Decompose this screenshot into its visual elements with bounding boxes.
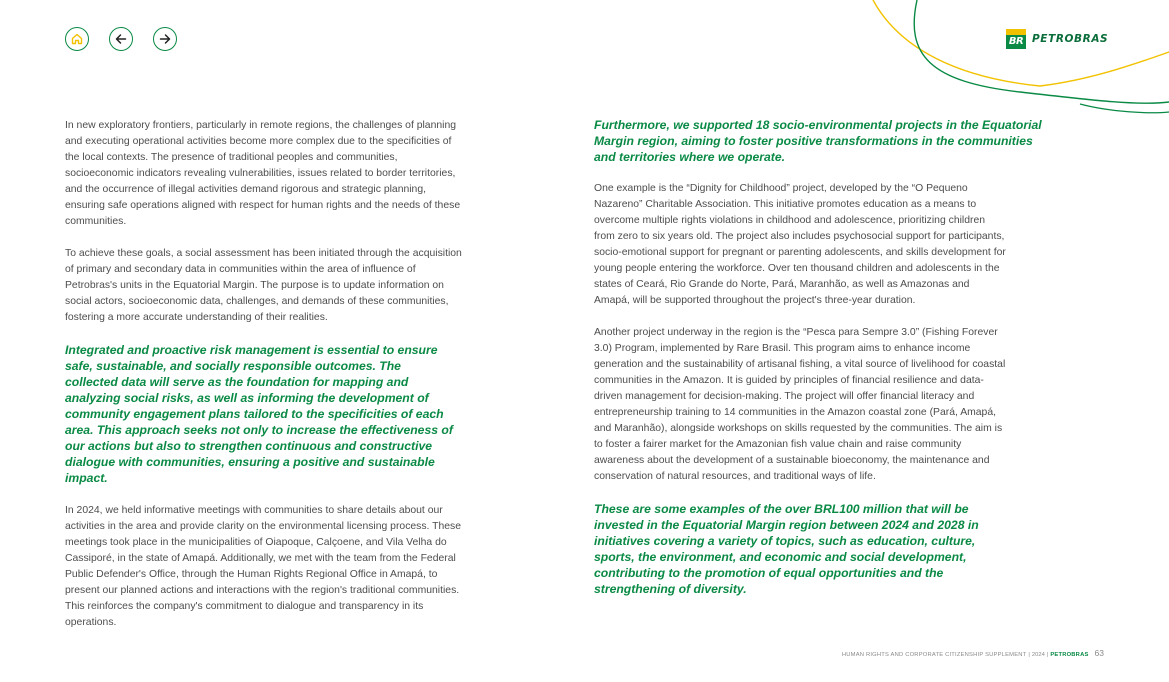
logo-wordmark: PETROBRAS [1032,33,1109,45]
right-paragraph-2: Another project underway in the region is the “Pesca para Sempre 3.0” (Fishing Forever 3.0) Program, implemented by Rare Brasil. This program aims to enhance income generation and the sustainability of artisanal fishing, a vital source of livelihood for coastal communities in the Amazon. It is guided by principles of financial resilience and data-driven management for decision-making. The project will offer financial literacy and entrepreneurship training to 14 communities in the Amazon coastal zone (Pará, Amapá, and Maranhão), alongside workshops on skills requested by the communities. The aim is to foster a fairer market for the Amazonian fish value chain and raise community awareness about the development of a sustainable bioeconomy, the maintenance and conservation of natural resources, and traditional ways of life. [594,327,1006,482]
home-button[interactable] [65,27,89,51]
br-logo-mark: BR [1006,29,1026,49]
right-highlight-2: These are some examples of the over BRL100 million that will be invested in the Equatorial Margin region between 2024 and 2028 in initiatives covering a variety of topics, such as education, culture, sports, the environment, and economic and social development, contributing to the promotion of equal opportunities and the strengthening of diversity. [594,502,979,596]
left-paragraph-3: In 2024, we held informative meetings with communities to share details about our activities in the area and provide clarity on the environmental licensing process. These meetings took place in the municipalities of Oiapoque, Calçoene, and Vila Velha do Cassiporé, in the state of Amapá. Additionally, we met with the team from the Federal Public Defender's Office, through the Human Rights Regional Office in Amapá, to present our planned actions and interactions with the region's traditional communities. This reinforces the company's commitment to dialogue and transparency in its operations. [65,505,462,628]
footer-year: 2024 [1031,652,1045,658]
arrow-right-icon [158,32,172,46]
left-paragraph-1: In new exploratory frontiers, particularly in remote regions, the challenges of planning and executing operational activities become more complex due to the specificities of the local contexts. The presence of traditional peoples and communities, socioeconomic indicators revealing vulnerabilities, issues related to border territories, and the occurrence of illegal activities demand rigorous and strategic planning, ensuring safe operations aligned with respect for human rights and the needs of these communities. [65,120,461,227]
right-paragraph-1: One example is the “Dignity for Childhood” project, developed by the “O Pequeno Nazareno” Charitable Association. This initiative promotes education as a means to overcome multiple rights violations in childhood and adolescence, prioritizing children from zero to six years old. The project also includes psychosocial support for participants, socio-emotional support for pregnant or parenting adolescents, and skills development for young people entering the workforce. Over ten thousand children and adolescents in the states of Ceará, Rio Grande do Norte, Pará, Maranhão, as well as Amazonas and Amapá, will be supported throughout the project's three-year duration. [594,183,1006,306]
right-column [594,117,1042,597]
footer-document-title: HUMAN RIGHTS AND CORPORATE CITIZENSHIP SUPPLEMENT [841,652,1027,658]
back-button[interactable] [109,27,133,51]
page-number: 63 [1094,648,1104,658]
footer-separator-2: | [1046,652,1049,658]
footer-brand: PETROBRAS [1050,652,1089,658]
forward-button[interactable] [153,27,177,51]
left-highlight-quote: Integrated and proactive risk management is essential to ensure safe, sustainable, and socially responsible outcomes. The collected data will serve as the foundation for mapping and analyzing social risks, as well as informing the development of community engagement plans tailored to the specificities of each area. This approach seeks not only to increase the effectiveness of our actions but also to strengthen continuous and constructive dialogue with communities, ensuring a positive and sustainable impact. [65,343,453,485]
right-highlight-1: Furthermore, we supported 18 socio-environmental projects in the Equatorial Margin region, aiming to foster positive transformations in the communities and territories where we operate. [594,118,1042,164]
page-footer [842,648,1104,658]
left-paragraph-2: To achieve these goals, a social assessment has been initiated through the acquisition of primary and secondary data in communities within the area of influence of Petrobras's units in the Equatorial Margin. The purpose is to update information on social actors, socioeconomic data, challenges, and demands of these communities, fostering a more accurate understanding of their realities. [65,248,462,323]
petrobras-logo[interactable] [1006,29,1108,49]
left-column [65,118,465,631]
footer-separator: | [1028,652,1030,658]
home-icon [70,32,84,46]
arrow-left-icon [114,32,128,46]
